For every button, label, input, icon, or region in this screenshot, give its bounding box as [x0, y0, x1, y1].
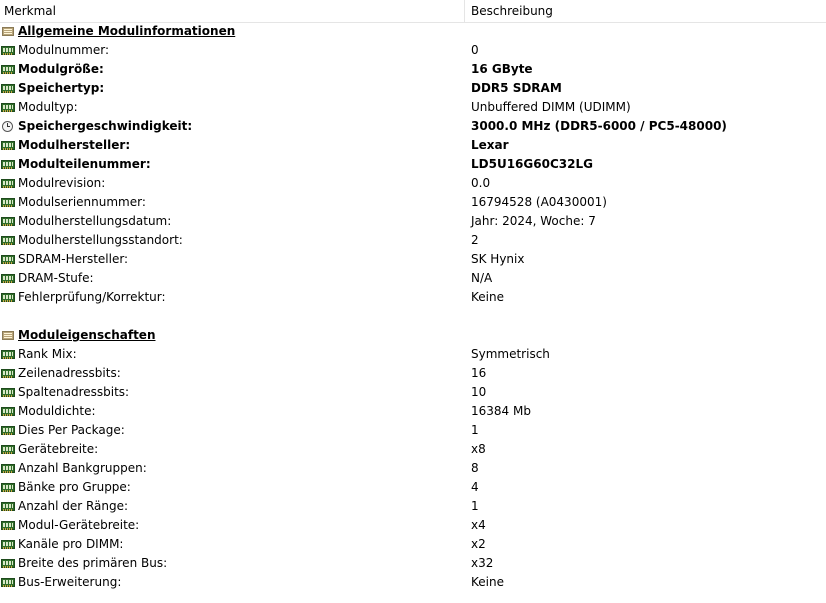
property-name: Fehlerprüfung/Korrektur:: [18, 290, 166, 304]
ram-icon: [1, 559, 15, 568]
section-title: Moduleigenschaften: [18, 328, 156, 342]
table-row[interactable]: [0, 79, 826, 98]
ram-icon: [1, 160, 15, 169]
property-name: Speichergeschwindigkeit:: [18, 119, 193, 133]
ram-icon: [1, 274, 15, 283]
property-name: Anzahl der Ränge:: [18, 499, 129, 513]
property-value: Keine: [471, 575, 504, 589]
property-name: Modulhersteller:: [18, 138, 131, 152]
table-row[interactable]: [0, 383, 826, 402]
property-value: x2: [471, 537, 486, 551]
ram-icon: [1, 198, 15, 207]
property-value: Jahr: 2024, Woche: 7: [471, 214, 596, 228]
table-header: [0, 0, 826, 23]
property-name: Modulnummer:: [18, 43, 109, 57]
ram-icon: [1, 388, 15, 397]
ram-icon: [1, 369, 15, 378]
ram-icon: [1, 407, 15, 416]
property-name: Modulrevision:: [18, 176, 106, 190]
table-row[interactable]: [0, 269, 826, 288]
property-value: Keine: [471, 290, 504, 304]
column-header-value[interactable]: Beschreibung: [471, 4, 553, 18]
property-name: DRAM-Stufe:: [18, 271, 94, 285]
property-value: 16 GByte: [471, 62, 533, 76]
property-value: SK Hynix: [471, 252, 525, 266]
property-value: N/A: [471, 271, 493, 285]
table-row[interactable]: [0, 402, 826, 421]
ram-icon: [1, 502, 15, 511]
property-value: 1: [471, 499, 479, 513]
section-title: Allgemeine Modulinformationen: [18, 24, 236, 38]
ram-icon: [1, 65, 15, 74]
table-row[interactable]: [0, 459, 826, 478]
property-name: Modulseriennummer:: [18, 195, 146, 209]
property-name: Gerätebreite:: [18, 442, 99, 456]
property-name: SDRAM-Hersteller:: [18, 252, 129, 266]
property-value: Symmetrisch: [471, 347, 550, 361]
table-row[interactable]: [0, 573, 826, 592]
property-value: 16794528 (A0430001): [471, 195, 607, 209]
property-value: 2: [471, 233, 479, 247]
property-name: Bus-Erweiterung:: [18, 575, 122, 589]
ram-icon: [1, 350, 15, 359]
table-row[interactable]: [0, 497, 826, 516]
property-value: DDR5 SDRAM: [471, 81, 562, 95]
property-name: Modulgröße:: [18, 62, 104, 76]
table-row[interactable]: [0, 421, 826, 440]
property-value: x32: [471, 556, 494, 570]
table-row[interactable]: [0, 345, 826, 364]
property-name: Breite des primären Bus:: [18, 556, 168, 570]
folder-icon: [2, 331, 14, 340]
table-row[interactable]: [0, 440, 826, 459]
ram-icon: [1, 293, 15, 302]
ram-icon: [1, 483, 15, 492]
property-value: x4: [471, 518, 486, 532]
ram-icon: [1, 255, 15, 264]
property-value: 8: [471, 461, 479, 475]
property-value: LD5U16G60C32LG: [471, 157, 593, 171]
table-row[interactable]: [0, 554, 826, 573]
table-row[interactable]: [0, 174, 826, 193]
ram-icon: [1, 46, 15, 55]
property-list: [0, 22, 826, 592]
section-header[interactable]: [0, 326, 826, 345]
table-row[interactable]: [0, 535, 826, 554]
property-name: Speichertyp:: [18, 81, 105, 95]
table-row[interactable]: [0, 136, 826, 155]
property-value: 3000.0 MHz (DDR5-6000 / PC5-48000): [471, 119, 727, 133]
property-name: Modulherstellungsstandort:: [18, 233, 183, 247]
column-header-name[interactable]: Merkmal: [4, 4, 56, 18]
ram-icon: [1, 141, 15, 150]
table-row[interactable]: [0, 250, 826, 269]
ram-icon: [1, 521, 15, 530]
property-name: Kanäle pro DIMM:: [18, 537, 124, 551]
property-name: Anzahl Bankgruppen:: [18, 461, 147, 475]
ram-icon: [1, 426, 15, 435]
table-row[interactable]: [0, 364, 826, 383]
section-header[interactable]: [0, 22, 826, 41]
column-divider[interactable]: [464, 0, 465, 22]
table-row[interactable]: [0, 231, 826, 250]
property-name: Dies Per Package:: [18, 423, 125, 437]
property-name: Modulteilenummer:: [18, 157, 151, 171]
property-name: Rank Mix:: [18, 347, 77, 361]
property-name: Moduldichte:: [18, 404, 96, 418]
ram-icon: [1, 464, 15, 473]
property-value: 10: [471, 385, 487, 399]
property-value: x8: [471, 442, 486, 456]
table-row[interactable]: [0, 117, 826, 136]
ram-icon: [1, 578, 15, 587]
table-row[interactable]: [0, 288, 826, 307]
property-value: 0: [471, 43, 479, 57]
property-value: Lexar: [471, 138, 509, 152]
table-row[interactable]: [0, 98, 826, 117]
ram-icon: [1, 445, 15, 454]
ram-icon: [1, 236, 15, 245]
property-value: 4: [471, 480, 479, 494]
property-name: Spaltenadressbits:: [18, 385, 130, 399]
property-value: 1: [471, 423, 479, 437]
property-value: 16384 Mb: [471, 404, 531, 418]
blank-row: [0, 307, 826, 326]
property-value: 0.0: [471, 176, 491, 190]
property-name: Modultyp:: [18, 100, 78, 114]
property-value: 16: [471, 366, 487, 380]
property-name: Modul-Gerätebreite:: [18, 518, 140, 532]
table-row[interactable]: [0, 212, 826, 231]
table-row[interactable]: [0, 60, 826, 79]
property-name: Modulherstellungsdatum:: [18, 214, 172, 228]
ram-icon: [1, 103, 15, 112]
ram-icon: [1, 84, 15, 93]
ram-icon: [1, 179, 15, 188]
table-row[interactable]: [0, 516, 826, 535]
ram-icon: [1, 217, 15, 226]
property-name: Bänke pro Gruppe:: [18, 480, 131, 494]
table-row[interactable]: [0, 478, 826, 497]
ram-icon: [1, 540, 15, 549]
folder-icon: [2, 27, 14, 36]
table-row[interactable]: [0, 41, 826, 60]
table-row[interactable]: [0, 155, 826, 174]
property-value: Unbuffered DIMM (UDIMM): [471, 100, 631, 114]
property-name: Zeilenadressbits:: [18, 366, 121, 380]
clock-icon: [2, 121, 13, 132]
table-row[interactable]: [0, 193, 826, 212]
